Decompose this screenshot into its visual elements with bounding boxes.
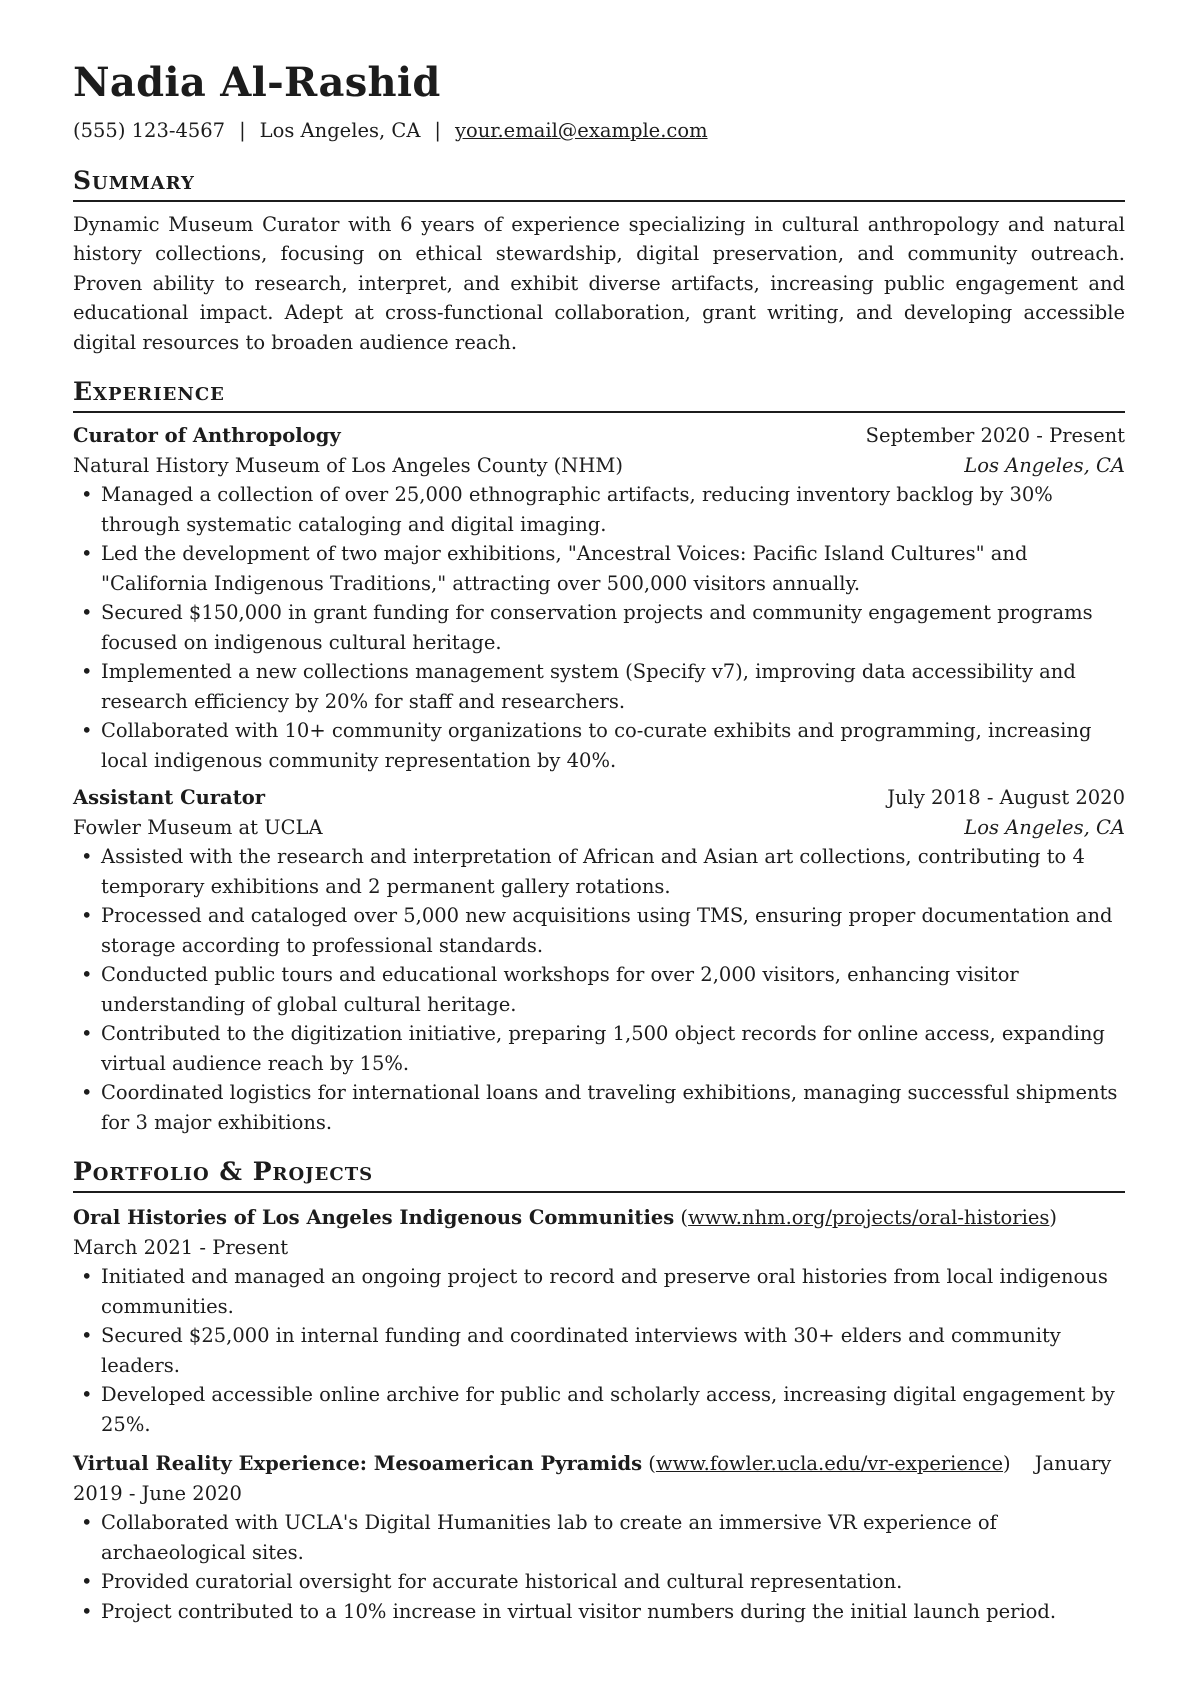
project-dates: March 2021 - Present xyxy=(73,1235,289,1259)
list-item: • Collaborated with UCLA's Digital Humanities lab to create an immersive VR experience of archaeological sites. xyxy=(73,1508,1125,1567)
phone-number: (555) 123-4567 xyxy=(73,119,226,142)
job-location: Los Angeles, CA xyxy=(964,815,1125,839)
section-title-summary: Summary xyxy=(73,166,1125,202)
resume-page xyxy=(73,58,1125,1626)
list-item: • Initiated and managed an ongoing project to record and preserve oral histories from local indigenous communities. xyxy=(73,1262,1125,1321)
section-title-projects: Portfolio & Projects xyxy=(73,1157,1125,1193)
list-item: • Project contributed to a 10% increase in virtual visitor numbers during the initial launch period. xyxy=(73,1597,1125,1627)
separator: | xyxy=(434,119,441,142)
list-item: • Managed a collection of over 25,000 ethnographic artifacts, reducing inventory backlog by 30% through systematic cataloging and digital imaging. xyxy=(73,480,1125,539)
job-role: Curator of Anthropology xyxy=(73,424,341,447)
list-item: • Led the development of two major exhibitions, "Ancestral Voices: Pacific Island Cultures" and "California Indigenous Traditions," attracting over 500,000 visitors annually. xyxy=(73,539,1125,598)
job-organization: Natural History Museum of Los Angeles County (NHM) xyxy=(73,453,623,477)
separator: | xyxy=(239,119,246,142)
summary-text: Dynamic Museum Curator with 6 years of experience specializing in cultural anthropology and natural history collections, focusing on ethical stewardship, digital preservation, and community outreach. Proven ability to research, interpret, and exhibit diverse artifacts, increasing public engagement and educational impact. Adept at cross-functional collaboration, grant writing, and developing accessible digital resources to broaden audience reach. xyxy=(73,212,1125,354)
list-item: • Developed accessible online archive for public and scholarly access, increasing digital engagement by 25%. xyxy=(73,1380,1125,1439)
list-item: • Conducted public tours and educational workshops for over 2,000 visitors, enhancing visitor understanding of global cultural heritage. xyxy=(73,960,1125,1019)
list-item: • Coordinated logistics for international loans and traveling exhibitions, managing successful shipments for 3 major exhibitions. xyxy=(73,1078,1125,1137)
job-location: Los Angeles, CA xyxy=(964,453,1125,477)
list-item: • Processed and cataloged over 5,000 new acquisitions using TMS, ensuring proper documentation and storage according to professional standards. xyxy=(73,901,1125,960)
list-item: • Secured $150,000 in grant funding for conservation projects and community engagement programs focused on indigenous cultural heritage. xyxy=(73,598,1125,657)
list-item: • Secured $25,000 in internal funding and coordinated interviews with 30+ elders and community leaders. xyxy=(73,1321,1125,1380)
job-entry xyxy=(73,421,1125,775)
location: Los Angeles, CA xyxy=(259,119,421,142)
project-name: Virtual Reality Experience: Mesoamerican Pyramids xyxy=(73,1452,643,1475)
list-item: • Contributed to the digitization initiative, preparing 1,500 object records for online access, expanding virtual audience reach by 15%. xyxy=(73,1019,1125,1078)
candidate-name: Nadia Al-Rashid xyxy=(73,59,441,106)
job-entry xyxy=(73,783,1125,1137)
job-role: Assistant Curator xyxy=(73,786,265,809)
project-dates: January 2019 - June 2020 xyxy=(73,1452,1112,1505)
list-item: • Collaborated with 10+ community organizations to co-curate exhibits and programming, increasing local indigenous community representation by 40%. xyxy=(73,716,1125,775)
project-entry: Virtual Reality Experience: Mesoamerican Pyramids (www.fowler.ucla.edu/vr-experience) January 2019 - June 2020 • Collaborated with UCLA's Digital Humanities lab to create an immersive VR experience of archaeological sites. • Provided curatorial oversight for accurate historical and cultural representation. • Project contributed to a 10% increase in virtual visitor numbers during the initial launch period. xyxy=(73,1449,1125,1626)
list-item: • Implemented a new collections management system (Specify v7), improving data accessibility and research efficiency by 20% for staff and researchers. xyxy=(73,657,1125,716)
project-entry: Oral Histories of Los Angeles Indigenous Communities (www.nhm.org/projects/oral-histories) March 2021 - Present • Initiated and managed an ongoing project to record and preserve oral histories from local indigenous communities. • Secured $25,000 in internal funding and coordinated interviews with 30+ elders and community leaders. • Developed accessible online archive for public and scholarly access, increasing digital engagement by 25%. xyxy=(73,1203,1125,1439)
project-link[interactable]: www.nhm.org/projects/oral-histories xyxy=(688,1206,1050,1229)
job-dates: September 2020 - Present xyxy=(865,424,1125,447)
email-link[interactable]: your.email@example.com xyxy=(454,119,708,142)
project-bullets xyxy=(73,1508,1125,1626)
project-name: Oral Histories of Los Angeles Indigenous Communities xyxy=(73,1206,675,1229)
job-dates: July 2018 - August 2020 xyxy=(887,786,1125,809)
list-item: • Assisted with the research and interpretation of African and Asian art collections, contributing to 4 temporary exhibitions and 2 permanent gallery rotations. xyxy=(73,842,1125,901)
list-item: • Provided curatorial oversight for accurate historical and cultural representation. xyxy=(73,1567,1125,1597)
job-bullets xyxy=(73,480,1125,775)
job-organization: Fowler Museum at UCLA xyxy=(73,815,323,839)
section-title-experience: Experience xyxy=(73,377,1125,413)
project-link[interactable]: www.fowler.ucla.edu/vr-experience xyxy=(655,1452,1003,1475)
contact-line xyxy=(73,116,1125,146)
job-bullets xyxy=(73,842,1125,1137)
project-bullets xyxy=(73,1262,1125,1439)
